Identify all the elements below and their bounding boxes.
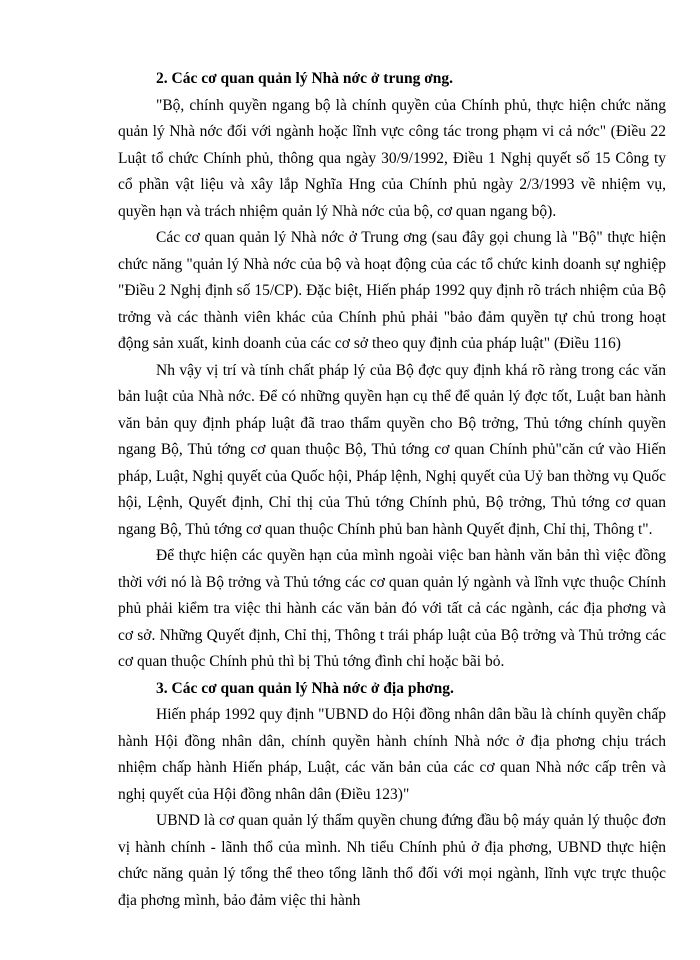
paragraph-constitution-ubnd: Hiến pháp 1992 quy định "UBND do Hội đồng nhân dân bầu là chính quyền chấp hành Hội đồng nhân dân, chính quyền hành chính Nhà nớc ở địa phơng chịu trách nhiệm chấp hành Hiến pháp, Luật, các văn bản của các cơ quan Nhà nớc cấp trên và nghị quyết của Hội đồng nhân dân (Điều 123)" <box>118 706 666 803</box>
paragraph-central-agencies: Các cơ quan quản lý Nhà nớc ở Trung ơng (sau đây gọi chung là "Bộ" thực hiện chức năng "quản lý Nhà nớc của bộ và hoạt động của các tổ chức kinh doanh sự nghiệp "Điều 2 Nghị định số 15/CP). Đặc biệt, Hiến pháp 1992 quy định rõ trách nhiệm của Bộ trởng và các thành viên khác của Chính phủ phải "bảo đảm quyền tự chủ trong hoạt động sản xuất, kinh doanh của các cơ sở theo quy định của pháp luật" (Điều 116) <box>118 229 666 352</box>
section-heading-local: 3. Các cơ quan quản lý Nhà nớc ở địa phơng. <box>156 679 454 697</box>
paragraph-legal-status: Nh vậy vị trí và tính chất pháp lý của Bộ đợc quy định khá rõ ràng trong các văn bản luật của Nhà nớc. Để có những quyền hạn cụ thể để quản lý đợc tốt, Luật ban hành văn bản quy định pháp luật đã trao thẩm quyền cho Bộ trởng, Thủ tớng chính quyền ngang Bộ, Thủ tớng cơ quan thuộc Bộ, Thủ tớng cơ quan Chính phủ"căn cứ vào Hiến pháp, Luật, Nghị quyết của Quốc hội, Pháp lệnh, Nghị quyết của Uỷ ban thờng vụ Quốc hội, Lệnh, Quyết định, Chỉ thị của Thủ tớng Chính phủ, Bộ trởng, Thủ tớng cơ quan ngang Bộ, Thủ tớng cơ quan thuộc Chính phủ ban hành Quyết định, Chỉ thị, Thông t". <box>118 361 666 538</box>
document-body <box>118 66 666 914</box>
section-heading-central: 2. Các cơ quan quản lý Nhà nớc ở trung ơng. <box>156 70 454 87</box>
paragraph-ministry-definition: "Bộ, chính quyền ngang bộ là chính quyền của Chính phủ, thực hiện chức năng quản lý Nhà nớc đối với ngành hoặc lĩnh vực công tác trong phạm vi cả nớc" (Điều 22 Luật tổ chức Chính phủ, thông qua ngày 30/9/1992, Điều 1 Nghị quyết số 15 Công ty cổ phần vật liệu và xây lắp Nghĩa Hng của Chính phủ ngày 2/3/1993 về nhiệm vụ, quyền hạn và trách nhiệm quản lý Nhà nớc của bộ, cơ quan ngang bộ). <box>118 96 666 220</box>
paragraph-enforcement: Để thực hiện các quyền hạn của mình ngoài việc ban hành văn bản thì việc đồng thời với nó là Bộ trởng và Thủ tớng các cơ quan quản lý ngành và lĩnh vực thuộc Chính phủ phải kiểm tra việc thi hành các văn bản đó với tất cả các ngành, các địa phơng và cơ sở. Những Quyết định, Chỉ thị, Thông t trái pháp luật của Bộ trởng và Thủ trởng các cơ quan thuộc Chính phủ thì bị Thủ tớng đình chỉ hoặc bãi bỏ. <box>118 547 666 670</box>
paragraph-ubnd-role: UBND là cơ quan quản lý thẩm quyền chung đứng đầu bộ máy quản lý thuộc đơn vị hành chính - lãnh thổ của mình. Nh tiểu Chính phủ ở địa phơng, UBND thực hiện chức năng quản lý tổng thể theo tổng lãnh thổ đối với mọi ngành, lĩnh vực trực thuộc địa phơng mình, bảo đảm việc thi hành <box>118 812 666 909</box>
